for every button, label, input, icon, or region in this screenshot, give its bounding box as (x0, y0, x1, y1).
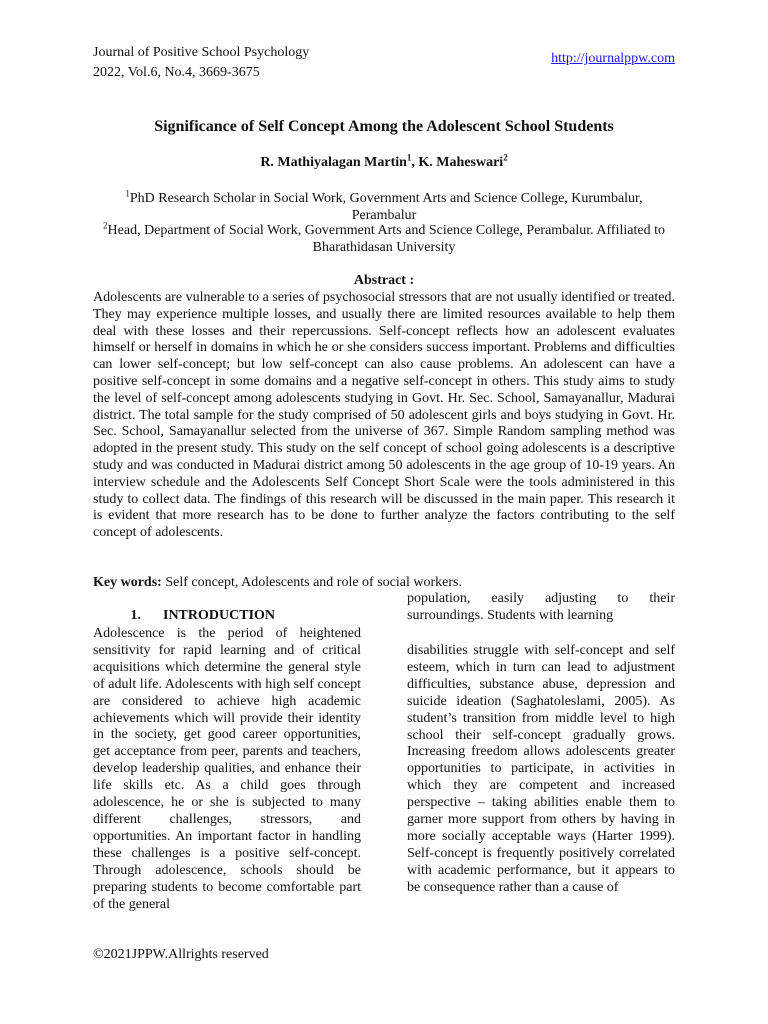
intro-right-column: disabilities struggle with self-concept and self esteem, which in turn can lead to adjustment difficulties, substance abuse, depression and suicide ideation (Saghatoleslami, 2005). As student’s transition from middle level to high school their self-concept gradually grows. Increasing freedom allows adolescents greater opportunities to participate, in activities in which they are competent and increased perspective – taking abilities enable them to garner more support from others by having in more socially acceptable ways (Harter 1999). Self-concept is frequently positively correlated with academic performance, but it appears to be consequence rather than a cause of (407, 643, 675, 895)
copyright-footer: ©2021JPPW.Allrights reserved (93, 947, 269, 962)
section-number: 1. (130, 608, 141, 623)
section-title: INTRODUCTION (163, 608, 276, 623)
journal-info (93, 43, 309, 83)
journal-volume: 2022, Vol.6, No.4, 3669-3675 (93, 65, 260, 80)
journal-url-link[interactable]: http://journalppw.com (551, 51, 675, 66)
affiliation-2-text: Head, Department of Social Work, Government Arts and Science College, Perambalur. Affiliated to Bharathidasan University (107, 223, 665, 255)
affiliation-2-mark: 2 (103, 220, 108, 231)
author-1: R. Mathiyalagan Martin (260, 155, 407, 170)
author-list (0, 154, 768, 171)
intro-right-column-top: population, easily adjusting to their surroundings. Students with learning (407, 591, 675, 623)
author-2: K. Maheswari (418, 155, 504, 170)
affiliation-2 (93, 222, 675, 256)
abstract-heading: Abstract : (353, 273, 415, 288)
keywords (93, 574, 675, 591)
author-separator: , (411, 155, 419, 170)
author-2-affiliation-mark: 2 (503, 152, 508, 163)
paper-title: Significance of Self Concept Among the Adolescent School Students (154, 118, 614, 135)
intro-left-column: Adolescence is the period of heightened sensitivity for rapid learning and of critical acquisitions which determine the general style of adult life. Adolescents with high self concept are considered to achieve high academic achievements which will provide their identity in the society, get good career opportunities, get acceptance from peer, parents and teachers, develop leadership qualities, and enhance their life skills etc. As a child goes through adolescence, he or she is subjected to many different challenges, stressors, and opportunities. An important factor in handling these challenges is a positive self-concept. Through adolescence, schools should be preparing students to become comfortable part of the general (93, 626, 361, 912)
affiliation-1-text: PhD Research Scholar in Social Work, Government Arts and Science College, Kurumbalur, Perambalur (129, 191, 643, 223)
section-heading-introduction (93, 607, 361, 624)
keywords-label: Key words: (93, 575, 162, 590)
affiliation-1-mark: 1 (125, 188, 130, 199)
author-1-affiliation-mark: 1 (406, 152, 412, 163)
abstract-text: Adolescents are vulnerable to a series of psychosocial stressors that are not usually identified or treated. They may experience multiple losses, and usually there are limited resources available to help them deal with these losses and their repercussions. Self-concept reflects how an adolescent evaluates himself or herself in domains in which he or she considers success important. Problems and difficulties can lower self-concept; but low self-concept can also cause problems. An adolescent can have a positive self-concept in some domains and a negative self-concept in others. This study aims to study the level of self-concept among adolescents studying in Govt. Hr. Sec. School, Samayanallur, Madurai district. The total sample for the study comprised of 50 adolescent girls and boys studying in Govt. Hr. Sec. School, Samayanallur selected from the universe of 367. Simple Random sampling method was adopted in the present study. This study on the self concept of school going adolescents is a descriptive study and was conducted in Madurai district among 50 adolescents in the age group of 10-19 years. An interview schedule and the Adolescents Self Concept Short Scale were the tools administered in this study to collect data. The findings of this research will be discussed in the main paper. This research it is evident that more research has to be done to further analyze the factors contributing to the self concept of adolescents. (93, 290, 675, 541)
affiliation-1 (93, 190, 675, 224)
journal-name: Journal of Positive School Psychology (93, 45, 310, 60)
keywords-text: Self concept, Adolescents and role of social workers. (161, 575, 462, 590)
